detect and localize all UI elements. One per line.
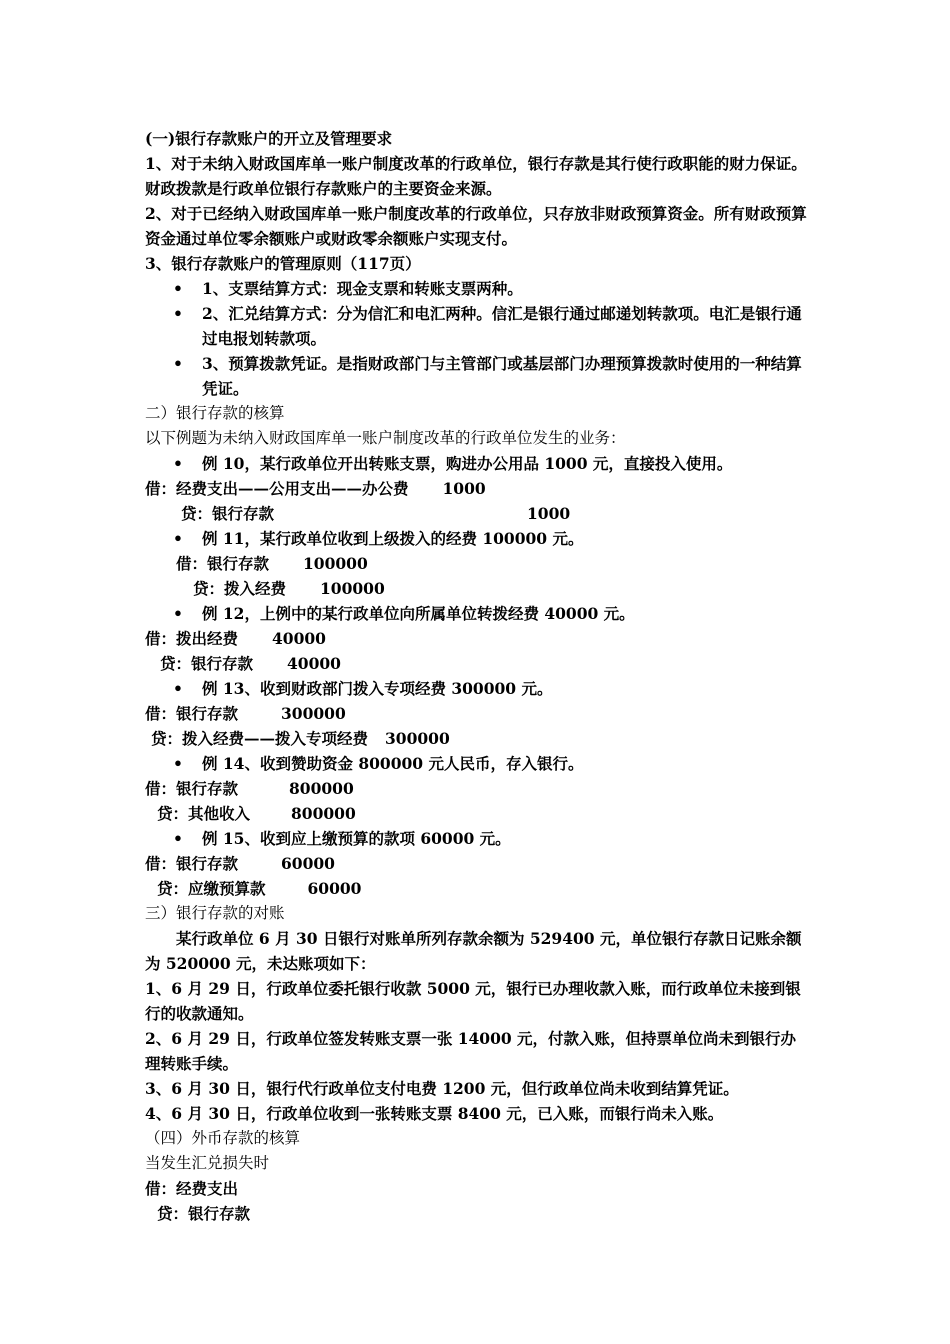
journal-debit: 借：银行存款 300000 — [145, 701, 810, 726]
document-page — [145, 126, 810, 1226]
journal-credit: 贷：拨入经费——拨入专项经费 300000 — [145, 726, 810, 751]
list-item — [145, 276, 810, 301]
credit-amount: 1000 — [527, 504, 571, 523]
journal-credit: 贷：其他收入 800000 — [145, 801, 810, 826]
reconciliation-item-2: 2、6 月 29 日，行政单位签发转账支票一张 14000 元，付款入账，但持票单位尚未到银行办理转账手续。 — [145, 1029, 797, 1073]
credit-amount: 100000 — [320, 579, 385, 598]
section-4-line: 当发生汇兑损失时 — [145, 1154, 270, 1172]
section-3-heading: 三）银行存款的对账 — [145, 904, 285, 922]
credit-amount: 40000 — [287, 654, 341, 673]
example-14 — [145, 751, 810, 776]
bullet-icon: • — [173, 279, 183, 298]
section-2-heading: 二）银行存款的核算 — [145, 404, 285, 422]
example-11 — [145, 526, 810, 551]
example-15 — [145, 826, 810, 851]
journal-debit: 借：银行存款 800000 — [145, 776, 810, 801]
bullet-icon: • — [173, 679, 183, 698]
example-12 — [145, 601, 810, 626]
paragraph-3: 3、银行存款账户的管理原则（117页） — [145, 254, 421, 273]
example-13 — [145, 676, 810, 701]
section-2-intro: 以下例题为未纳入财政国库单一账户制度改革的行政单位发生的业务： — [145, 429, 626, 447]
list-item-text: 1、支票结算方式：现金支票和转账支票两种。 — [202, 279, 523, 298]
reconciliation-item-1: 1、6 月 29 日，行政单位委托银行收款 5000 元，银行已办理收款入账，而行政单位未接到银行的收款通知。 — [145, 979, 801, 1023]
debit-amount: 60000 — [281, 854, 335, 873]
journal-credit: 贷：银行存款 1000 — [145, 501, 810, 526]
section-1-heading: (一)银行存款账户的开立及管理要求 — [145, 129, 393, 148]
debit-amount: 40000 — [272, 629, 326, 648]
bullet-icon: • — [173, 529, 183, 548]
example-text: 例 10，某行政单位开出转账支票，购进办公用品 1000 元，直接投入使用。 — [202, 454, 733, 473]
example-text: 例 15、收到应上缴预算的款项 60000 元。 — [202, 829, 511, 848]
debit-amount: 800000 — [289, 779, 354, 798]
paragraph-1: 1、对于未纳入财政国库单一账户制度改革的行政单位，银行存款是其行使行政职能的财力保证。财政拨款是行政单位银行存款账户的主要资金来源。 — [145, 154, 807, 198]
bullet-icon: • — [173, 754, 183, 773]
example-text: 例 13、收到财政部门拨入专项经费 300000 元。 — [202, 679, 553, 698]
reconciliation-item-4: 4、6 月 30 日，行政单位收到一张转账支票 8400 元，已入账，而银行尚未入账。 — [145, 1104, 724, 1123]
section-4-heading: （四）外币存款的核算 — [145, 1129, 301, 1147]
journal-credit: 贷：应缴预算款 60000 — [145, 876, 810, 901]
debit-amount: 1000 — [442, 479, 486, 498]
journal-debit: 借：银行存款 60000 — [145, 851, 810, 876]
journal-credit: 贷：拨入经费 100000 — [145, 576, 810, 601]
bullet-icon: • — [173, 454, 183, 473]
journal-debit: 借：经费支出 — [145, 1179, 239, 1198]
debit-amount: 100000 — [303, 554, 368, 573]
list-item — [145, 351, 810, 401]
journal-credit: 贷：银行存款 — [157, 1204, 251, 1223]
credit-amount: 60000 — [307, 879, 362, 898]
bullet-icon: • — [173, 604, 183, 623]
example-text: 例 14、收到赞助资金 800000 元人民币，存入银行。 — [202, 754, 584, 773]
journal-credit: 贷：银行存款 40000 — [145, 651, 810, 676]
reconciliation-item-3: 3、6 月 30 日，银行代行政单位支付电费 1200 元，但行政单位尚未收到结算凭证。 — [145, 1079, 739, 1098]
debit-amount: 300000 — [281, 704, 346, 723]
journal-debit: 借：拨出经费 40000 — [145, 626, 810, 651]
list-item-text: 3、预算拨款凭证。是指财政部门与主管部门或基层部门办理预算拨款时使用的一种结算凭证。 — [202, 354, 802, 398]
journal-debit: 借：银行存款 100000 — [145, 551, 810, 576]
example-text: 例 12，上例中的某行政单位向所属单位转拨经费 40000 元。 — [202, 604, 635, 623]
list-item — [145, 301, 810, 351]
bullet-icon: • — [173, 829, 183, 848]
paragraph-2: 2、对于已经纳入财政国库单一账户制度改革的行政单位，只存放非财政预算资金。所有财政预算资金通过单位零余额账户或财政零余额账户实现支付。 — [145, 204, 807, 248]
credit-amount: 300000 — [385, 729, 450, 748]
section-3-intro: 某行政单位 6 月 30 日银行对账单所列存款余额为 529400 元，单位银行存款日记账余额为 520000 元，未达账项如下： — [145, 929, 802, 973]
example-10 — [145, 451, 810, 476]
credit-amount: 800000 — [291, 804, 356, 823]
bullet-icon: • — [173, 354, 183, 373]
journal-debit: 借：经费支出——公用支出——办公费 1000 — [145, 476, 810, 501]
list-item-text: 2、汇兑结算方式：分为信汇和电汇两种。信汇是银行通过邮递划转款项。电汇是银行通过电报划转款项。 — [202, 304, 802, 348]
bullet-icon: • — [173, 304, 183, 323]
example-text: 例 11，某行政单位收到上级拨入的经费 100000 元。 — [202, 529, 584, 548]
